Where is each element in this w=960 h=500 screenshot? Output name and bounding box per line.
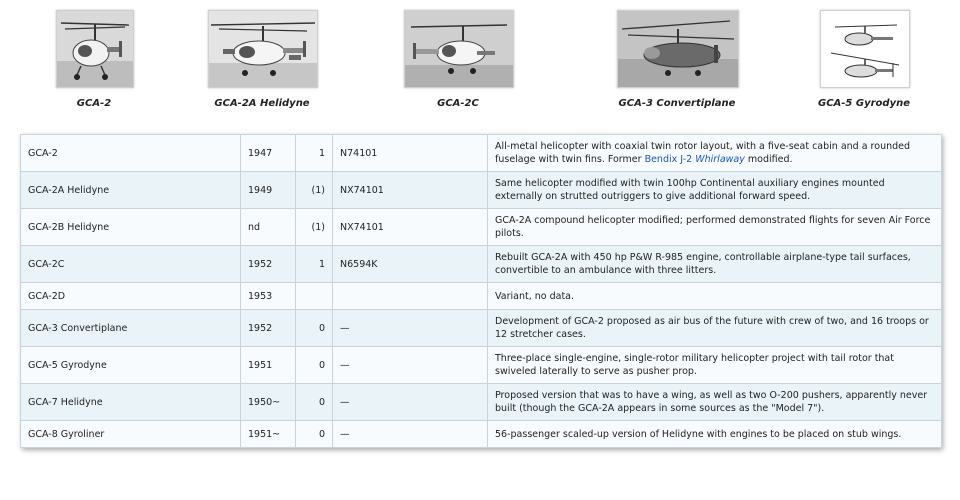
registration-cell: — bbox=[333, 421, 488, 448]
model-cell: GCA-2B Helidyne bbox=[21, 209, 241, 246]
description-cell: Three-place single-engine, single-rotor military helicopter project with tail rotor that swiveled laterally to serve as pusher prop. bbox=[488, 347, 942, 384]
model-cell: GCA-8 Gyroliner bbox=[21, 421, 241, 448]
description-cell: Rebuilt GCA-2A with 450 hp P&W R-985 engine, controllable airplane-type tail surfaces, convertible to an ambulance with three litters. bbox=[488, 246, 942, 283]
table-row bbox=[21, 283, 942, 310]
quantity-cell: 0 bbox=[296, 421, 333, 448]
registration-cell: N6594K bbox=[333, 246, 488, 283]
table-row bbox=[21, 421, 942, 448]
link-text-italic: Whirlaway bbox=[695, 154, 745, 165]
table-row bbox=[21, 384, 942, 421]
description-cell: Variant, no data. bbox=[488, 283, 942, 310]
quantity-cell: 1 bbox=[296, 246, 333, 283]
quantity-cell: 0 bbox=[296, 384, 333, 421]
quantity-cell: 0 bbox=[296, 347, 333, 384]
variants-table bbox=[20, 134, 942, 448]
table-row bbox=[21, 246, 942, 283]
helicopter-photo-icon[interactable] bbox=[208, 10, 318, 88]
year-cell: 1952 bbox=[241, 310, 296, 347]
registration-cell: N74101 bbox=[333, 135, 488, 172]
model-cell: GCA-2A Helidyne bbox=[21, 172, 241, 209]
gallery-caption: GCA-2A Helidyne bbox=[214, 98, 310, 109]
quantity-cell bbox=[296, 283, 333, 310]
description-cell: 56-passenger scaled-up version of Helidyne with engines to be placed on stub wings. bbox=[488, 421, 942, 448]
table-row bbox=[21, 310, 942, 347]
gallery-caption: GCA-3 Convertiplane bbox=[618, 98, 736, 109]
gallery-item-gca-5[interactable] bbox=[820, 10, 910, 88]
variants-table-wrapper bbox=[20, 134, 941, 448]
quantity-cell: 1 bbox=[296, 135, 333, 172]
photo-gallery bbox=[0, 0, 960, 118]
registration-cell: — bbox=[333, 384, 488, 421]
helicopter-photo-icon[interactable] bbox=[404, 10, 514, 88]
year-cell: nd bbox=[241, 209, 296, 246]
model-cell: GCA-2 bbox=[21, 135, 241, 172]
bendix-whirlaway-link[interactable] bbox=[645, 154, 745, 165]
model-cell: GCA-5 Gyrodyne bbox=[21, 347, 241, 384]
year-cell: 1950~ bbox=[241, 384, 296, 421]
year-cell: 1949 bbox=[241, 172, 296, 209]
description-cell: Proposed version that was to have a wing, as well as two O-200 pushers, apparently never built (though the GCA-2A appears in some sources as the "Model 7"). bbox=[488, 384, 942, 421]
description-cell: Same helicopter modified with twin 100hp Continental auxiliary engines mounted externally on strutted outriggers to give additional forward speed. bbox=[488, 172, 942, 209]
helicopter-photo-icon[interactable] bbox=[56, 10, 134, 88]
registration-cell bbox=[333, 283, 488, 310]
model-cell: GCA-3 Convertiplane bbox=[21, 310, 241, 347]
gallery-caption: GCA-5 Gyrodyne bbox=[818, 98, 910, 109]
registration-cell: — bbox=[333, 310, 488, 347]
description-cell bbox=[488, 135, 942, 172]
description-cell: Development of GCA-2 proposed as air bus of the future with crew of two, and 16 troops or 12 stretcher cases. bbox=[488, 310, 942, 347]
year-cell: 1952 bbox=[241, 246, 296, 283]
registration-cell: NX74101 bbox=[333, 172, 488, 209]
gallery-item-gca-3[interactable] bbox=[617, 10, 739, 88]
gallery-item-gca-2[interactable] bbox=[56, 10, 134, 88]
gallery-caption: GCA-2C bbox=[437, 98, 479, 109]
table-row bbox=[21, 172, 942, 209]
table-row bbox=[21, 347, 942, 384]
model-cell: GCA-7 Helidyne bbox=[21, 384, 241, 421]
year-cell: 1947 bbox=[241, 135, 296, 172]
helicopter-photo-icon[interactable] bbox=[617, 10, 739, 88]
year-cell: 1951 bbox=[241, 347, 296, 384]
registration-cell: — bbox=[333, 347, 488, 384]
model-cell: GCA-2C bbox=[21, 246, 241, 283]
model-cell: GCA-2D bbox=[21, 283, 241, 310]
table-row bbox=[21, 209, 942, 246]
quantity-cell: (1) bbox=[296, 209, 333, 246]
year-cell: 1953 bbox=[241, 283, 296, 310]
gallery-item-gca-2a[interactable] bbox=[208, 10, 318, 88]
description-text: modified. bbox=[744, 154, 793, 165]
year-cell: 1951~ bbox=[241, 421, 296, 448]
registration-cell: NX74101 bbox=[333, 209, 488, 246]
gallery-item-gca-2c[interactable] bbox=[404, 10, 514, 88]
description-cell: GCA-2A compound helicopter modified; performed demonstrated flights for seven Air Force pilots. bbox=[488, 209, 942, 246]
quantity-cell: 0 bbox=[296, 310, 333, 347]
helicopter-drawing-icon[interactable] bbox=[820, 10, 910, 88]
table-row bbox=[21, 135, 942, 172]
gallery-caption: GCA-2 bbox=[76, 98, 112, 109]
link-text: Bendix J-2 bbox=[644, 154, 696, 165]
description-text: All-metal helicopter with coaxial twin rotor layout, with a five-seat cabin and a rounded fuselage with twin fins. Former bbox=[495, 141, 911, 165]
quantity-cell: (1) bbox=[296, 172, 333, 209]
